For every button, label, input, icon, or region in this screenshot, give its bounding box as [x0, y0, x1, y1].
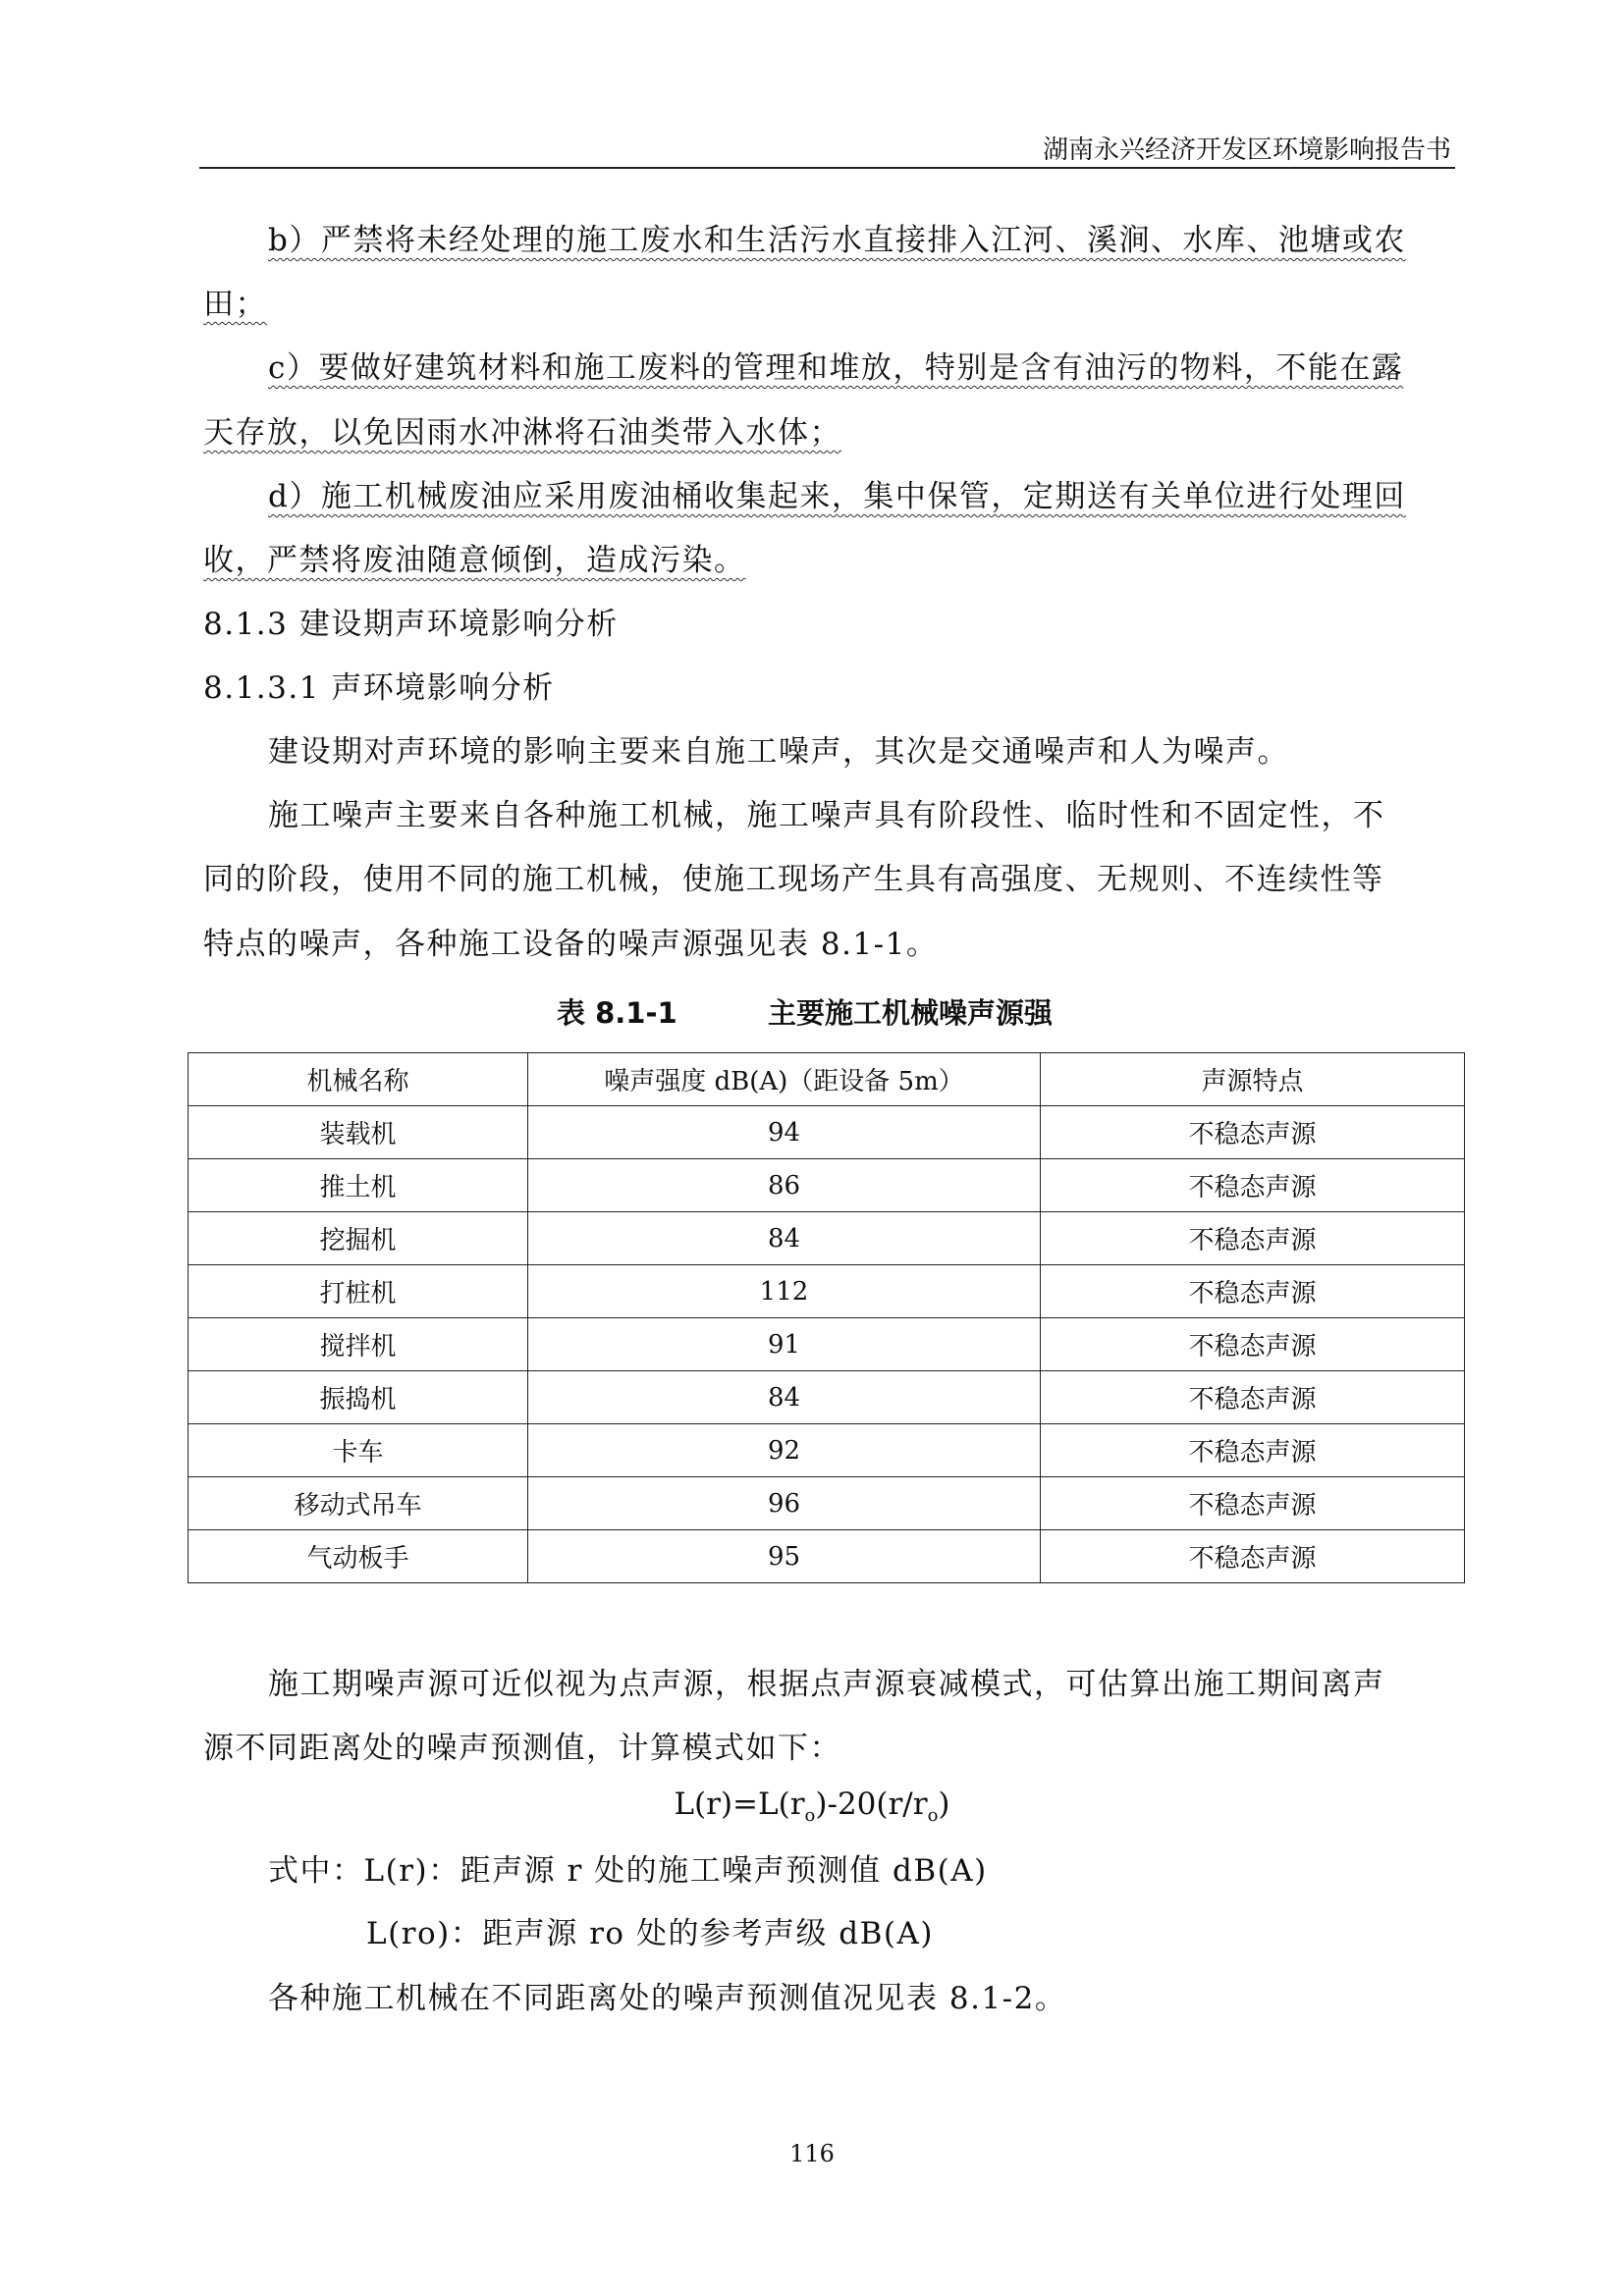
table-row [189, 1159, 1465, 1212]
paragraph-line: d）施工机械废油应采用废油桶收集起来，集中保管，定期送有关单位进行处理回 [268, 479, 1406, 514]
table-cell: 噪声强度 dB(A)（距设备 5m） [528, 1053, 1041, 1106]
formula-where-line: L(ro)：距声源 ro 处的参考声级 dB(A) [366, 1916, 935, 1951]
table-cell: 不稳态声源 [1041, 1159, 1465, 1212]
table-cell: 卡车 [189, 1424, 528, 1477]
formula: $L(r)=L(r_o)-20(r/r_o)$ [674, 1787, 950, 1827]
table-header-row [189, 1053, 1465, 1106]
table-cell: 91 [528, 1318, 1041, 1371]
formula-where-line: 式中：L(r)：距声源 r 处的施工噪声预测值 dB(A) [268, 1853, 988, 1889]
table-cell: 装载机 [189, 1106, 528, 1159]
table-cell: 112 [528, 1265, 1041, 1318]
table-cell: 声源特点 [1041, 1053, 1465, 1106]
table-cell: 不稳态声源 [1041, 1371, 1465, 1424]
table-cell: 推土机 [189, 1159, 528, 1212]
paragraph-line: 特点的噪声，各种施工设备的噪声源强见表 8.1-1。 [203, 927, 939, 962]
table-cell: 打桩机 [189, 1265, 528, 1318]
table-cell: 气动板手 [189, 1530, 528, 1583]
table-caption-number: 表 8.1-1 [557, 996, 677, 1030]
table-cell: 搅拌机 [189, 1318, 528, 1371]
table-cell: 振捣机 [189, 1371, 528, 1424]
table-cell: 96 [528, 1477, 1041, 1530]
table-row [189, 1530, 1465, 1583]
header-rule [199, 167, 1455, 169]
table-cell: 不稳态声源 [1041, 1318, 1465, 1371]
running-header: 湖南永兴经济开发区环境影响报告书 [1042, 135, 1451, 165]
table-cell: 不稳态声源 [1041, 1530, 1465, 1583]
noise-source-table [188, 1052, 1465, 1583]
subsection-heading: 8.1.3.1 声环境影响分析 [203, 670, 555, 706]
paragraph-line: b）严禁将未经处理的施工废水和生活污水直接排入江河、溪涧、水库、池塘或农 [268, 223, 1406, 258]
paragraph-line: 施工期噪声源可近似视为点声源，根据点声源衰减模式，可估算出施工期间离声 [268, 1667, 1385, 1702]
paragraph-line: 天存放，以免因雨水冲淋将石油类带入水体； [203, 415, 841, 451]
table-row [189, 1424, 1465, 1477]
table-row [189, 1212, 1465, 1265]
table-cell: 不稳态声源 [1041, 1424, 1465, 1477]
page-number: 116 [789, 2140, 835, 2167]
paragraph-line: c）要做好建筑材料和施工废料的管理和堆放，特别是含有油污的物料，不能在露 [268, 350, 1404, 386]
table-row [189, 1371, 1465, 1424]
table-cell: 机械名称 [189, 1053, 528, 1106]
table-cell: 84 [528, 1371, 1041, 1424]
table-cell: 94 [528, 1106, 1041, 1159]
section-heading: 8.1.3 建设期声环境影响分析 [203, 607, 619, 642]
paragraph-line: 源不同距离处的噪声预测值，计算模式如下： [203, 1731, 841, 1766]
table-cell: 86 [528, 1159, 1041, 1212]
table-cell: 不稳态声源 [1041, 1212, 1465, 1265]
table-cell: 挖掘机 [189, 1212, 528, 1265]
paragraph-line: 施工噪声主要来自各种施工机械，施工噪声具有阶段性、临时性和不固定性，不 [268, 798, 1385, 833]
paragraph-line: 各种施工机械在不同距离处的噪声预测值况见表 8.1-2。 [268, 1981, 1067, 2016]
table-row [189, 1106, 1465, 1159]
table-cell: 不稳态声源 [1041, 1477, 1465, 1530]
table-row [189, 1265, 1465, 1318]
table-row [189, 1318, 1465, 1371]
paragraph-line: 收，严禁将废油随意倾倒，造成污染。 [203, 543, 746, 578]
table-cell: 84 [528, 1212, 1041, 1265]
paragraph-line: 建设期对声环境的影响主要来自施工噪声，其次是交通噪声和人为噪声。 [268, 734, 1289, 770]
paragraph-line: 田； [203, 287, 267, 322]
table-cell: 不稳态声源 [1041, 1106, 1465, 1159]
table-caption-title: 主要施工机械噪声源强 [768, 996, 1054, 1030]
table-cell: 不稳态声源 [1041, 1265, 1465, 1318]
table-row [189, 1477, 1465, 1530]
table-cell: 95 [528, 1530, 1041, 1583]
paragraph-line: 同的阶段，使用不同的施工机械，使施工现场产生具有高强度、无规则、不连续性等 [203, 862, 1384, 897]
table-cell: 移动式吊车 [189, 1477, 528, 1530]
table-cell: 92 [528, 1424, 1041, 1477]
